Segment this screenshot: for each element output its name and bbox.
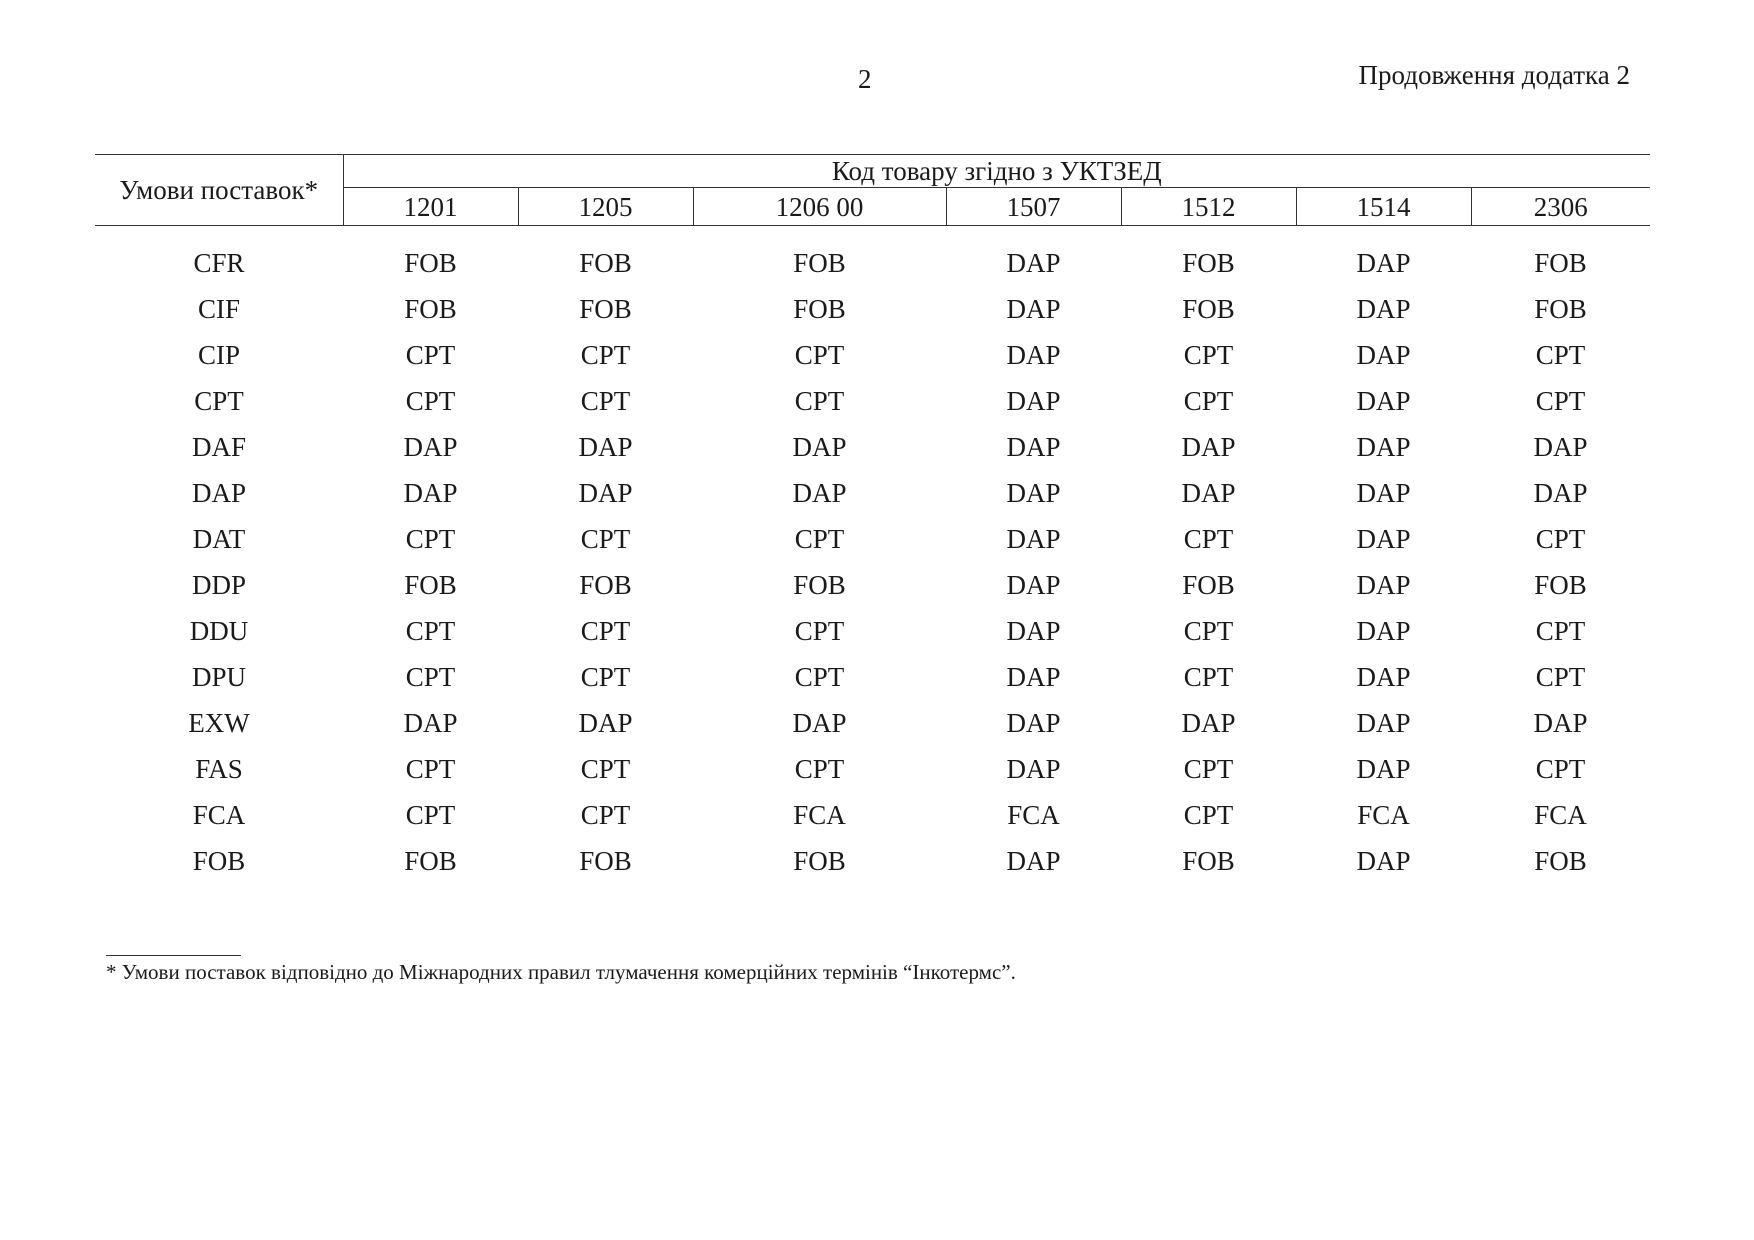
- table-cell: DAP: [1356, 569, 1411, 600]
- table-cell: DAP: [1006, 293, 1061, 324]
- table-cell: CPT: [794, 615, 845, 646]
- table-row: [95, 516, 1650, 562]
- table-cell: CPT: [1183, 661, 1234, 692]
- table-cell: FOB: [793, 293, 846, 324]
- table-cell: CPT: [405, 385, 456, 416]
- delivery-term-cell: CFR: [193, 247, 245, 278]
- column-header: 1507: [946, 188, 1121, 226]
- table-cell: FOB: [404, 293, 457, 324]
- table-cell: DAP: [1356, 247, 1411, 278]
- table-cell: FOB: [1182, 293, 1235, 324]
- table-cell: FOB: [404, 569, 457, 600]
- page-number: 2: [858, 64, 872, 94]
- delivery-term-cell: FOB: [192, 845, 246, 876]
- table-cell: CPT: [580, 339, 631, 370]
- table-cell: DAP: [1006, 247, 1061, 278]
- table-cell: FOB: [1534, 293, 1587, 324]
- table-cell: FCA: [1357, 799, 1410, 830]
- table-cell: DAP: [1181, 477, 1236, 508]
- table-cell: DAP: [1006, 569, 1061, 600]
- delivery-term-cell: DDP: [191, 569, 246, 600]
- delivery-terms-table-wrapper: [95, 154, 1650, 884]
- table-cell: CPT: [580, 799, 631, 830]
- table-row: [95, 792, 1650, 838]
- table-cell: FOB: [404, 247, 457, 278]
- table-cell: DAP: [1006, 661, 1061, 692]
- table-cell: CPT: [405, 799, 456, 830]
- table-cell: DAP: [1356, 339, 1411, 370]
- table-cell: CPT: [580, 615, 631, 646]
- table-cell: FOB: [579, 293, 632, 324]
- table-cell: DAP: [403, 707, 458, 738]
- table-row: [95, 286, 1650, 332]
- delivery-term-cell: FCA: [192, 799, 246, 830]
- table-cell: FOB: [793, 845, 846, 876]
- table-cell: DAP: [1356, 615, 1411, 646]
- footnote: * Умови поставок відповідно до Міжнародних правил тлумачення комерційних термінів “Інкотермс”.: [106, 960, 1016, 984]
- table-cell: CPT: [1535, 661, 1586, 692]
- table-cell: DAP: [578, 477, 633, 508]
- delivery-term-cell: CPT: [194, 385, 244, 416]
- table-cell: DAP: [1356, 293, 1411, 324]
- table-cell: CPT: [1183, 799, 1234, 830]
- table-cell: CPT: [580, 523, 631, 554]
- delivery-term-cell: DPU: [191, 661, 246, 692]
- column-header: 2306: [1471, 188, 1650, 226]
- delivery-term-cell: DAT: [192, 523, 246, 554]
- table-cell: CPT: [1535, 523, 1586, 554]
- table-cell: DAP: [1356, 845, 1411, 876]
- table-cell: FOB: [793, 569, 846, 600]
- delivery-terms-table: [95, 154, 1650, 884]
- table-cell: DAP: [1006, 385, 1061, 416]
- delivery-terms-header: Умови поставок*: [95, 155, 343, 226]
- table-cell: CPT: [405, 339, 456, 370]
- table-cell: DAP: [1533, 431, 1588, 462]
- table-cell: DAP: [1181, 707, 1236, 738]
- table-header-row-top: [95, 155, 1650, 188]
- table-cell: DAP: [792, 707, 847, 738]
- table-row: [95, 378, 1650, 424]
- table-cell: CPT: [794, 339, 845, 370]
- table-cell: FCA: [1534, 799, 1587, 830]
- table-cell: CPT: [580, 661, 631, 692]
- delivery-term-cell: DAF: [191, 431, 246, 462]
- continuation-label: Продовження додатка 2: [1358, 60, 1630, 90]
- table-cell: FCA: [793, 799, 846, 830]
- table-cell: DAP: [1006, 339, 1061, 370]
- table-cell: DAP: [1006, 845, 1061, 876]
- table-cell: DAP: [1356, 477, 1411, 508]
- table-cell: CPT: [1183, 523, 1234, 554]
- delivery-term-cell: DDU: [189, 615, 249, 646]
- table-row: [95, 562, 1650, 608]
- column-header: 1514: [1296, 188, 1471, 226]
- table-cell: DAP: [403, 477, 458, 508]
- table-cell: FOB: [579, 247, 632, 278]
- table-cell: DAP: [1356, 431, 1411, 462]
- table-row: [95, 700, 1650, 746]
- table-cell: FOB: [404, 845, 457, 876]
- table-cell: DAP: [578, 431, 633, 462]
- table-cell: CPT: [1183, 385, 1234, 416]
- table-cell: DAP: [792, 431, 847, 462]
- table-cell: CPT: [1183, 339, 1234, 370]
- table-cell: CPT: [405, 661, 456, 692]
- table-cell: DAP: [1356, 707, 1411, 738]
- table-cell: FCA: [1007, 799, 1060, 830]
- table-row: [95, 332, 1650, 378]
- table-cell: FOB: [1182, 569, 1235, 600]
- table-cell: CPT: [1535, 339, 1586, 370]
- table-row: [95, 608, 1650, 654]
- table-cell: CPT: [580, 753, 631, 784]
- table-cell: FOB: [1534, 845, 1587, 876]
- delivery-term-cell: CIP: [197, 339, 241, 370]
- table-cell: DAP: [1356, 385, 1411, 416]
- table-cell: CPT: [794, 753, 845, 784]
- table-cell: CPT: [794, 523, 845, 554]
- table-cell: DAP: [1006, 615, 1061, 646]
- table-cell: CPT: [405, 523, 456, 554]
- table-cell: DAP: [1006, 707, 1061, 738]
- table-cell: CPT: [1535, 385, 1586, 416]
- table-cell: FOB: [793, 247, 846, 278]
- column-header: 1512: [1121, 188, 1296, 226]
- table-cell: FOB: [1534, 247, 1587, 278]
- table-cell: DAP: [1533, 707, 1588, 738]
- table-cell: CPT: [1183, 753, 1234, 784]
- table-cell: CPT: [1535, 753, 1586, 784]
- delivery-term-cell: EXW: [188, 707, 250, 738]
- table-cell: FOB: [1534, 569, 1587, 600]
- delivery-term-cell: CIF: [197, 293, 241, 324]
- delivery-term-cell: FAS: [195, 753, 243, 784]
- table-cell: DAP: [1356, 523, 1411, 554]
- table-cell: CPT: [405, 753, 456, 784]
- table-cell: CPT: [1535, 615, 1586, 646]
- table-row: [95, 746, 1650, 792]
- table-cell: CPT: [794, 661, 845, 692]
- table-cell: DAP: [1181, 431, 1236, 462]
- table-cell: CPT: [794, 385, 845, 416]
- table-row: [95, 470, 1650, 516]
- table-cell: FOB: [579, 569, 632, 600]
- table-row: [95, 424, 1650, 470]
- table-cell: DAP: [403, 431, 458, 462]
- table-row: [95, 226, 1650, 287]
- table-cell: DAP: [792, 477, 847, 508]
- table-row: [95, 838, 1650, 884]
- table-cell: CPT: [580, 385, 631, 416]
- table-cell: FOB: [1182, 247, 1235, 278]
- table-cell: FOB: [1182, 845, 1235, 876]
- table-cell: CPT: [1183, 615, 1234, 646]
- delivery-term-cell: DAP: [191, 477, 246, 508]
- table-cell: CPT: [405, 615, 456, 646]
- table-cell: DAP: [1356, 753, 1411, 784]
- column-header: 1206 00: [693, 188, 946, 226]
- column-header: 1201: [343, 188, 518, 226]
- table-cell: DAP: [1006, 753, 1061, 784]
- product-code-group-header: Код товару згідно з УКТЗЕД: [343, 155, 1650, 188]
- table-cell: DAP: [1006, 477, 1061, 508]
- column-header: 1205: [518, 188, 693, 226]
- table-body: [95, 226, 1650, 885]
- table-cell: DAP: [1006, 523, 1061, 554]
- table-cell: DAP: [1356, 661, 1411, 692]
- table-cell: FOB: [579, 845, 632, 876]
- table-cell: DAP: [1533, 477, 1588, 508]
- table-cell: DAP: [578, 707, 633, 738]
- table-cell: DAP: [1006, 431, 1061, 462]
- footnote-divider: [106, 955, 241, 956]
- table-row: [95, 654, 1650, 700]
